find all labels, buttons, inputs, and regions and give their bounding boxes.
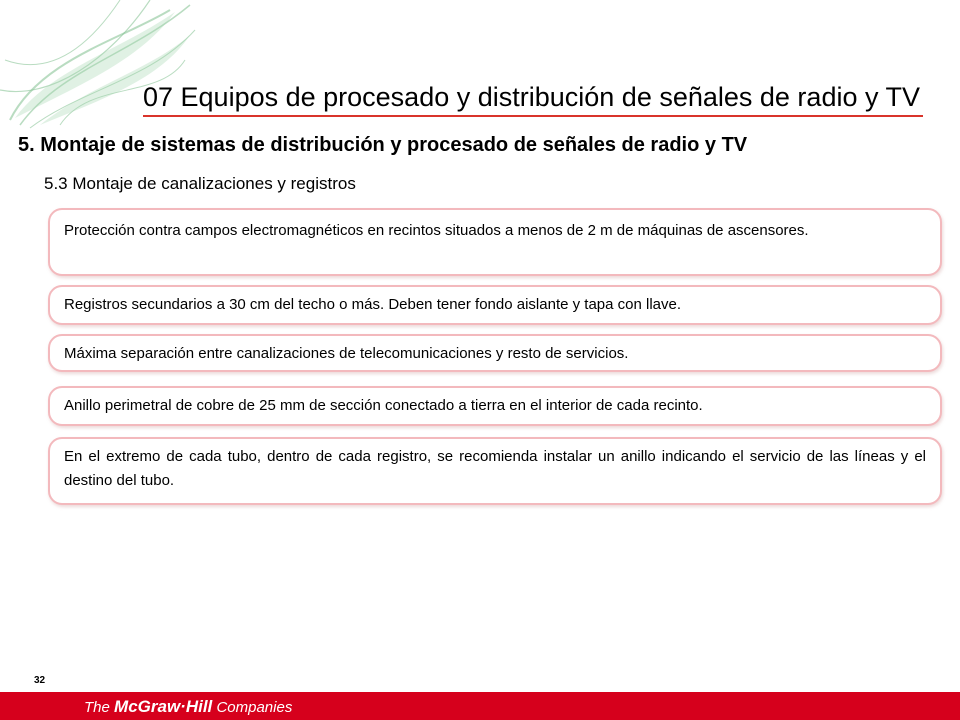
content-box-2: Registros secundarios a 30 cm del techo o más. Deben tener fondo aislante y tapa con llave.: [48, 285, 942, 325]
content-box-3: Máxima separación entre canalizaciones de telecomunicaciones y resto de servicios.: [48, 334, 942, 372]
logo-name: McGraw·Hill: [114, 697, 213, 716]
chapter-title-underline: [143, 115, 923, 117]
content-box-4: Anillo perimetral de cobre de 25 mm de sección conectado a tierra en el interior de cada recinto.: [48, 386, 942, 426]
publisher-logo: [84, 697, 292, 717]
section-title: 5. Montaje de sistemas de distribución y procesado de señales de radio y TV: [18, 134, 748, 156]
content-box-5: En el extremo de cada tubo, dentro de cada registro, se recomienda instalar un anillo indicando el servicio de las líneas y el destino del tubo.: [48, 437, 942, 505]
chapter-title: 07 Equipos de procesado y distribución de señales de radio y TV: [143, 82, 920, 112]
footer-bar: [0, 692, 960, 720]
subsection-title: 5.3 Montaje de canalizaciones y registros: [44, 174, 356, 193]
page-number: 32: [34, 675, 46, 686]
logo-the: The: [84, 699, 110, 716]
logo-companies: Companies: [216, 699, 293, 716]
content-box-1: Protección contra campos electromagnéticos en recintos situados a menos de 2 m de máquinas de ascensores.: [48, 208, 942, 276]
